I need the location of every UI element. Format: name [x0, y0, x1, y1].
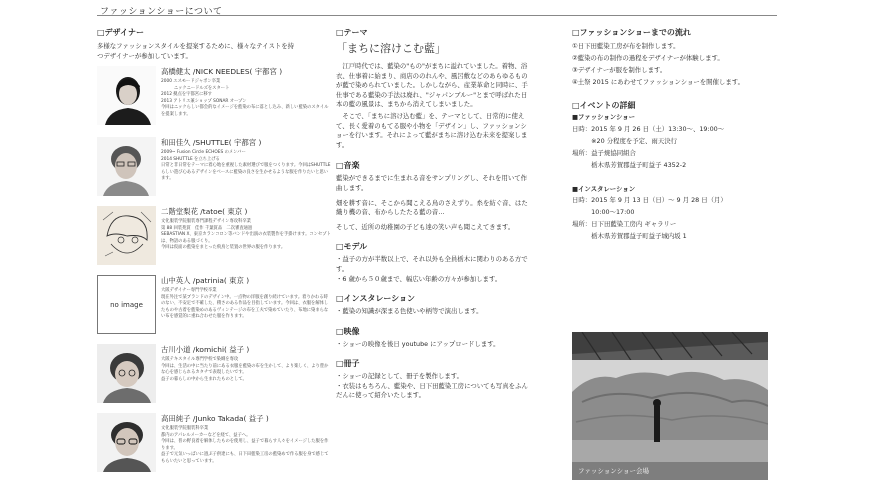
designer-name: 二階堂梨花 /tatoe( 東京 ): [161, 207, 248, 216]
designer-name: 古川小道 /komichi( 益子 ): [161, 345, 250, 354]
installation-detail: 10:00～17:00: [572, 208, 635, 217]
designer-text: [161, 344, 331, 383]
designer-photo: [97, 206, 156, 265]
model-heading: □モデル: [336, 242, 368, 252]
designer-bio-line: 今回は、生活の中に当たり前にある衣服を藍染の布を生かして、より楽しく、より豊かな心を感じられるカタチで表現したいです。: [161, 363, 329, 376]
video-item: ・ショーの映像を後日 youtube にアップロードします。: [336, 339, 500, 348]
show-detail: 場所：益子焼協同組合: [572, 148, 636, 157]
installation-item: ・藍染の知識が深まる色使いや柄等で演出します。: [336, 307, 483, 316]
installation-detail: 栃木県芳賀郡益子町益子城内坂 1: [572, 232, 687, 241]
flow-step: ③デザイナーが服を制作します。: [572, 66, 667, 74]
theme-title: 「まちに溶けこむ藍」: [336, 42, 446, 55]
designers-section: [97, 27, 337, 61]
designer-text: [161, 66, 331, 119]
designer-bio-line: ニックニードルズをスタート: [161, 85, 230, 91]
video-heading: □映像: [336, 326, 360, 336]
flow-heading: □ファッションショーまでの流れ: [572, 28, 691, 37]
designer-name: 山中英人 /patrinia( 東京 ): [161, 276, 250, 285]
designer-bio-line: 2014 SHUTTLE を立ち上げる: [161, 156, 220, 162]
designer-bio-line: 大阪デザイナー専門学校卒業: [161, 288, 217, 293]
designer-bio-line: 2009~ Fusion Circle ECHOES のメンバー: [161, 150, 246, 155]
show-detail: 日時：2015 年 9 月 26 日（土）13:30～、19:00～: [572, 124, 725, 133]
designer-bio-line: 日常と非日常をテーマに着心地を重視した素材選びで服をつくります。今回はSHUTTLEらしい遊び心あるデザインをベースに藍染の良さを生かせるような服を作りたいと思います。: [161, 163, 331, 182]
venue-photo: [572, 332, 768, 480]
designer-bio-line: 現在外注で某ブランドのデザイン中。一点物の洋服を創り続けています。着りかわる時のない、不安定で不確した、積さのある作品を目指しています。今回は、衣服を解体したものや古着を藍染めのあるヴィンテージの布を工夫で染めていたり、布地に染まらない布を感覚的に重ね合わせた服を作ります。: [161, 294, 329, 320]
booklet-item: ・衣装はもちろん、藍染や、日下田藍染工房についても写真をふんだんに使って紹介いたします。: [336, 381, 528, 400]
theme-heading: □テーマ: [336, 28, 368, 37]
page-header: ファッションショーについて: [100, 7, 223, 17]
designer-bio-line: 都内のアパレルメーカーなどを経て、益子へ。: [161, 432, 251, 438]
flow-step: ④土祭 2015 にあわせてファッションショーを開催します。: [572, 78, 744, 86]
installation-event-heading: ■インスタレーション: [572, 184, 636, 193]
installation-detail: 場所：日下田藍染工房内 ギャラリー: [572, 220, 677, 229]
designer-bio-line: 今回は、普の野良着を解体したものを使用し、益子で暮らす人々をイメージした服を作ります。: [161, 439, 329, 451]
designer-bio-line: 2012 拠点を宇都宮に移す: [161, 92, 212, 98]
right-column: [572, 27, 772, 242]
designer-text: [161, 137, 331, 183]
theme-paragraph: そこで、「まちに溶け込む藍」を、テーマとして、日常的に使えて、長く愛着のもてる服や小物を「デザイン」し、ファッションショーを行います。それによって藍がまちに溶け込む未来を提案します。: [336, 111, 528, 149]
designer-photo: [97, 66, 156, 125]
designers-intro: 多様なファッションスタイルを提案するために、様々なテイストを持つデザイナーが参加しています。: [97, 42, 295, 60]
designer-bio-line: 2013 アトリエ兼ショップ SONAR オープン: [161, 98, 247, 104]
designer-photo: [97, 344, 156, 403]
designer-bio-line: 益子の暮らしの中から生まれたものとして。: [161, 376, 247, 382]
no-image-placeholder: [97, 275, 156, 334]
flow-step: ②藍染の布の制作の過程をデザイナーが体験します。: [572, 54, 724, 62]
show-detail: 栃木県芳賀郡益子町益子 4352-2: [572, 160, 687, 169]
designer-text: [161, 275, 331, 321]
designer-bio-line: 今回はニックらしい都会的なイメージを藍染の布に落とし込み、新しい藍染のスタイルを提案します。: [161, 105, 329, 117]
designer-name: 和田佳久 /SHUTTLE( 宇都宮 ): [161, 138, 262, 147]
music-paragraph: 畑を耕す音に、そこから聞こえる鳥のさえずり。糸を紡ぐ音、はた織り機の音、布からしたたる藍の音…: [336, 198, 528, 217]
events-heading: □イベントの詳細: [572, 101, 636, 110]
designer-bio-line: 2000 エスモードジャポン卒業: [161, 79, 221, 84]
header-rule: [97, 15, 777, 16]
booklet-heading: □冊子: [336, 359, 360, 369]
designer-name: 高橋健太 /NICK NEEDLES( 宇都宮 ): [161, 67, 283, 76]
designer-text: [161, 206, 331, 252]
no-image-label: no image: [110, 300, 143, 309]
designer-bio-line: 大阪テキスタイル専門学校で染織を専攻: [161, 357, 239, 362]
theme-paragraph: 江戸時代では、藍染の"もの"がまちに溢れていました。着物、浴衣、仕事着に始まり、商店ののれんや、風呂敷などのあらゆるものが藍で染められていました。しかしながら、産業革命と同時に、手仕事である藍染の手法は廃れ、"ジャパンブルー"とまで呼ばれた日本の藍の風景は、まちから消えてしまいました。: [336, 62, 528, 109]
installation-detail: 日時：2015 年 9 月 13 日（日）～ 9 月 28 日（月）: [572, 196, 727, 205]
photo-caption: ファッションショー会場: [578, 467, 649, 475]
model-item: ・6 歳から５０歳まで、幅広い年齢の方々が参加します。: [336, 274, 502, 283]
designer-bio-line: 文化服装学院服装専門課程デザイン専攻科卒業: [161, 219, 251, 224]
designer-bio-line: 文化服装学院服装科卒業: [161, 426, 209, 431]
show-detail: ※20 分程度を予定、雨天決行: [572, 136, 677, 145]
show-heading: ■ファッションショー: [572, 113, 636, 121]
model-item: ・益子の方が半数以上で、それ以外も全員栃木に関わりのある方です。: [336, 255, 528, 273]
flow-step: ①日下田藍染工房が布を制作します。: [572, 42, 680, 50]
designer-bio-line: 今回は仮面の藍染をまとった飛鳥と装置の世界の服を作ります。: [161, 245, 286, 251]
designer-photo: [97, 137, 156, 196]
designer-photo: [97, 413, 156, 472]
designer-bio-line: 第 88 回装苑賞 佳作 千葉賞品 二次審査通過: [161, 225, 253, 231]
music-paragraph: 藍染ができるまでに生まれる音をサンプリングし、それを用いて作曲します。: [336, 174, 528, 192]
designer-bio-line: SEBASTIAN X、東京カランコロン等バンドや出演の衣装製作を手掛けます。コンセプトは、物語のある服づくり。: [161, 232, 331, 244]
music-paragraph: そして、近所の幼稚園の子ども達の笑い声も聞こえてきます。: [336, 222, 515, 231]
designer-bio-line: 益子で元気いっぱいに過ぶ子供達にも、日下田藍染工房の藍染めで作る服を身で感じてもらいたいと思っています。: [161, 452, 329, 464]
music-heading: □音楽: [336, 161, 360, 171]
installation-heading: □インスタレーション: [336, 294, 415, 304]
middle-column: [336, 27, 532, 401]
designer-text: [161, 413, 331, 466]
designer-name: 高田純子 /Junko Takada( 益子 ): [161, 414, 269, 423]
booklet-item: ・ショーの記録として、冊子を製作します。: [336, 372, 464, 381]
designers-heading: □デザイナー: [97, 28, 144, 37]
